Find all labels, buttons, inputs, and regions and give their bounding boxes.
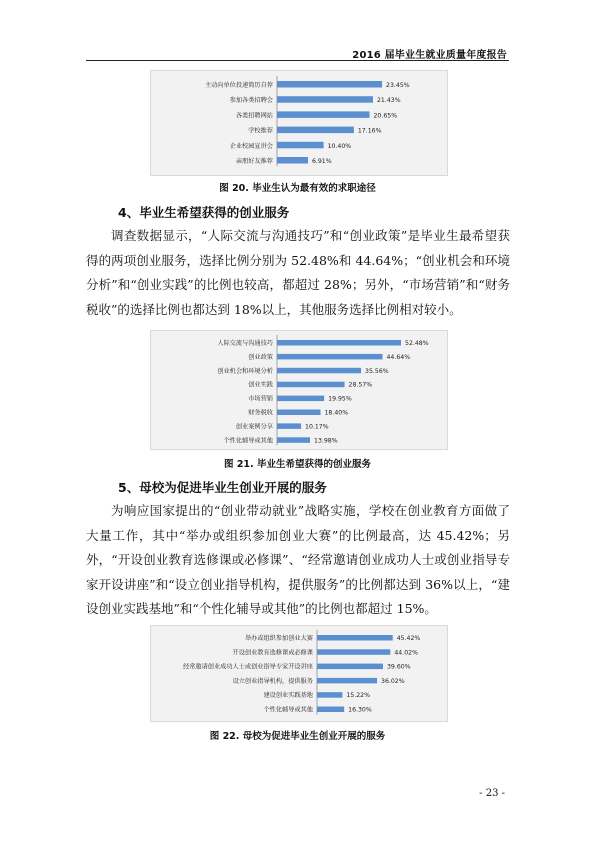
chart-bar: [277, 423, 301, 429]
value-label: 45.42%: [396, 635, 421, 642]
section-5-paragraph: 为响应国家提出的“创业带动就业”战略实施，学校在创业教育方面做了大量工作，其中“举办或组织参加创业大赛”的比例最高，达 45.42%；另外，“开设创业教育选修课或必修课”、“经常邀请创业成功人士或创业指导专家开设讲座”和“设立创业指导机构，提供服务”的比例都达到 36%以上，“建设创业实践基地”和“个性化辅导或其他”的比例也都超过 15%。: [86, 503, 510, 616]
value-label: 6.91%: [311, 158, 332, 165]
category-label: 各类招聘网站: [235, 112, 273, 120]
category-label: 举办或组织参加创业大赛: [244, 635, 313, 642]
chart-bar: [317, 664, 383, 670]
value-label: 18.40%: [324, 409, 349, 417]
chart-22-svg: [151, 626, 447, 721]
chart-bar: [277, 368, 361, 374]
value-label: 28.57%: [348, 381, 373, 389]
value-label: 10.17%: [305, 423, 329, 431]
category-label: 建设创业实践基地: [263, 692, 313, 700]
value-label: 39.60%: [387, 663, 411, 671]
chart-figure-20: [150, 70, 448, 176]
chart-20-svg: [151, 71, 447, 175]
chart-bar: [277, 340, 401, 346]
value-label: 15.22%: [346, 692, 370, 700]
category-label: 创业实践: [248, 381, 273, 389]
category-label: 创业机会和环境分析: [217, 367, 273, 375]
chart-bar: [277, 142, 324, 149]
chart-bar: [277, 382, 345, 388]
category-label: 主动向单位投递简历自荐: [204, 82, 273, 89]
category-label: 经常邀请创业成功人士或创业指导专家开设讲座: [183, 663, 313, 671]
chart-bar: [277, 437, 310, 443]
chart-bar: [277, 410, 320, 416]
section-4-paragraph: 调查数据显示，“人际交流与沟通技巧”和“创业政策”是毕业生最希望获得的两项创业服务，选择比例分别为 52.48%和 44.64%；“创业机会和环境分析”和“创业实践”的比例也较高，都超过 28%；另外，“市场营销”和“财务税收”的选择比例也都达到 18%以上，其他服务选择比例相对较小。: [86, 228, 510, 317]
section-4-heading: 4、毕业生希望获得的创业服务: [118, 205, 290, 220]
chart-bar: [277, 396, 324, 402]
value-label: 16.30%: [348, 706, 372, 714]
category-label: 亲朋好友推荐: [235, 158, 273, 165]
chart-figure-22: [150, 625, 448, 722]
value-label: 36.02%: [381, 677, 405, 685]
chart-21-svg: [151, 331, 447, 449]
chart-bar: [277, 111, 370, 118]
section-5-heading: 5、母校为促进毕业生创业开展的服务: [118, 480, 327, 495]
figure-22-caption: 图 22. 母校为促进毕业生创业开展的服务: [209, 731, 386, 742]
chart-bar: [317, 649, 390, 655]
figure-20-caption: 图 20. 毕业生认为最有效的求职途径: [219, 183, 376, 194]
chart-bar: [317, 678, 377, 684]
value-label: 44.02%: [394, 649, 418, 657]
value-label: 35.56%: [365, 367, 389, 375]
category-label: 财务税收: [248, 409, 273, 417]
category-label: 人际交流与沟通技巧: [217, 340, 273, 347]
category-label: 创业案例分享: [235, 423, 273, 431]
value-label: 44.64%: [386, 353, 411, 361]
category-label: 市场营销: [248, 395, 273, 403]
value-label: 19.95%: [328, 395, 352, 403]
category-label: 个性化辅导或其他: [263, 706, 313, 714]
value-label: 13.98%: [314, 437, 338, 445]
report-header-title: 2016 届毕业生就业质量年度报告: [352, 50, 507, 61]
category-label: 企业校园宣讲会: [229, 142, 273, 150]
value-label: 10.40%: [327, 142, 352, 150]
category-label: 设立创业指导机构，提供服务: [232, 677, 313, 685]
chart-bar: [317, 635, 393, 641]
chart-bar: [277, 81, 382, 88]
value-label: 23.45%: [386, 82, 410, 89]
category-label: 学校推荐: [248, 127, 273, 135]
value-label: 21.43%: [377, 97, 401, 105]
chart-figure-21: [150, 330, 448, 450]
category-label: 开设创业教育选修课或必修课: [232, 649, 313, 657]
chart-bar: [277, 354, 383, 360]
value-label: 17.16%: [357, 127, 382, 135]
chart-bar: [277, 127, 354, 134]
page-number: - 23 -: [479, 788, 505, 799]
figure-21-caption: 图 21. 毕业生希望获得的创业服务: [224, 459, 371, 470]
chart-bar: [317, 692, 342, 698]
value-label: 20.65%: [373, 112, 398, 120]
category-label: 个性化辅导或其他: [223, 437, 273, 445]
chart-bar: [277, 157, 308, 164]
chart-bar: [317, 707, 344, 713]
category-label: 参加各类招聘会: [229, 97, 273, 105]
value-label: 52.48%: [405, 340, 429, 347]
chart-bar: [277, 96, 373, 103]
category-label: 创业政策: [248, 353, 273, 361]
header-divider: [86, 60, 509, 61]
